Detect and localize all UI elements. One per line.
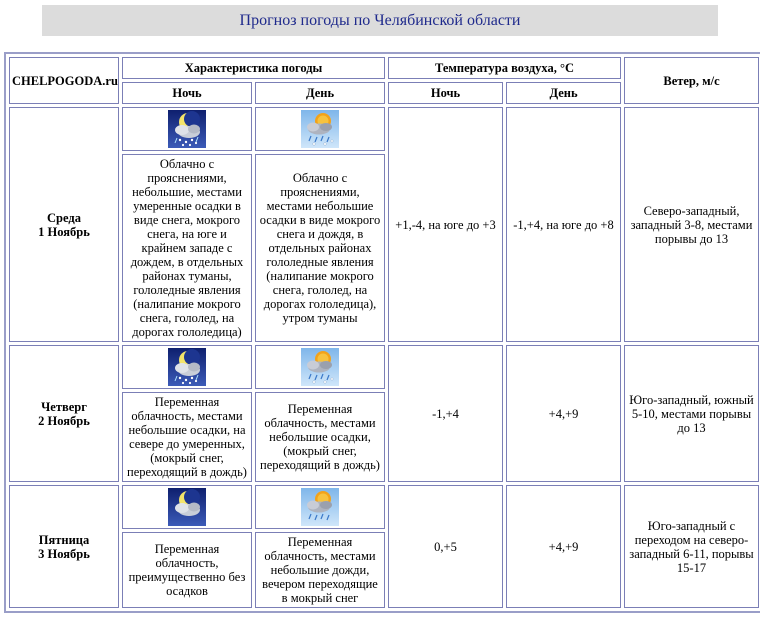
moon-cloud-snow-icon bbox=[168, 348, 206, 386]
wind: Северо-западный, западный 3-8, местами порывы до 13 bbox=[624, 107, 759, 342]
weather-night-header: Ночь bbox=[122, 82, 252, 104]
moon-cloud-snow-icon bbox=[168, 110, 206, 148]
day-icon-cell bbox=[255, 485, 385, 529]
temp-day-header: День bbox=[506, 82, 621, 104]
page-title: Прогноз погоды по Челябинской области bbox=[42, 5, 718, 36]
temp-day: +4,+9 bbox=[506, 485, 621, 608]
night-description: Переменная облачность, преимущественно без осадков bbox=[122, 532, 252, 608]
temp-night: -1,+4 bbox=[388, 345, 503, 482]
sun-cloud-rain-snow-icon bbox=[301, 110, 339, 148]
moon-cloud-icon bbox=[168, 488, 206, 526]
site-name: CHELPOGODA.ru bbox=[9, 57, 119, 104]
date: 2 Ноябрь bbox=[38, 413, 90, 428]
wind: Юго-западный, южный 5-10, местами порывы до 13 bbox=[624, 345, 759, 482]
weather-day-header: День bbox=[255, 82, 385, 104]
night-icon-cell bbox=[122, 107, 252, 151]
day-description: Переменная облачность, местами небольшие осадки, (мокрый снег, переходящий в дождь) bbox=[255, 392, 385, 482]
night-description: Переменная облачность, местами небольшие осадки, на севере до умеренных, (мокрый снег, переходящий в дождь) bbox=[122, 392, 252, 482]
day-description: Облачно с прояснениями, местами небольшие осадки в виде мокрого снега и дождя, в отдельных районах гололедные явления (налипание мокрого снега, гололед, на дорогах гололедица), утром туманы bbox=[255, 154, 385, 342]
wind-header: Ветер, м/с bbox=[624, 57, 759, 104]
temp-night: +1,-4, на юге до +3 bbox=[388, 107, 503, 342]
temp-day: +4,+9 bbox=[506, 345, 621, 482]
day-description: Переменная облачность, местами небольшие дожди, вечером переходящие в мокрый снег bbox=[255, 532, 385, 608]
night-description: Облачно с прояснениями, небольшие, местами умеренные осадки в виде снега, мокрого снега, на юге и крайнем западе с дождем, в отдельных районах туманы, гололедные явления (налипание мокрого снега, гололед, на дорогах гололедица) bbox=[122, 154, 252, 342]
wind: Юго-западный с переходом на северо-западный 6-11, порывы 15-17 bbox=[624, 485, 759, 608]
forecast-table bbox=[4, 52, 760, 613]
day-icon-cell bbox=[255, 345, 385, 389]
temp-day: -1,+4, на юге до +8 bbox=[506, 107, 621, 342]
weekday: Четверг bbox=[41, 399, 87, 414]
day-cell bbox=[9, 107, 119, 342]
weekday: Пятница bbox=[38, 532, 90, 547]
day-icon-cell bbox=[255, 107, 385, 151]
sun-cloud-rain-icon bbox=[301, 488, 339, 526]
sun-cloud-rain-snow-icon bbox=[301, 348, 339, 386]
weekday: Среда bbox=[47, 210, 81, 225]
day-cell bbox=[9, 485, 119, 608]
date: 1 Ноябрь bbox=[38, 224, 90, 239]
weather-header: Характеристика погоды bbox=[122, 57, 385, 79]
night-icon-cell bbox=[122, 345, 252, 389]
temp-night: 0,+5 bbox=[388, 485, 503, 608]
temperature-header: Температура воздуха, °C bbox=[388, 57, 621, 79]
temp-night-header: Ночь bbox=[388, 82, 503, 104]
day-cell bbox=[9, 345, 119, 482]
date: 3 Ноябрь bbox=[38, 546, 90, 561]
night-icon-cell bbox=[122, 485, 252, 529]
